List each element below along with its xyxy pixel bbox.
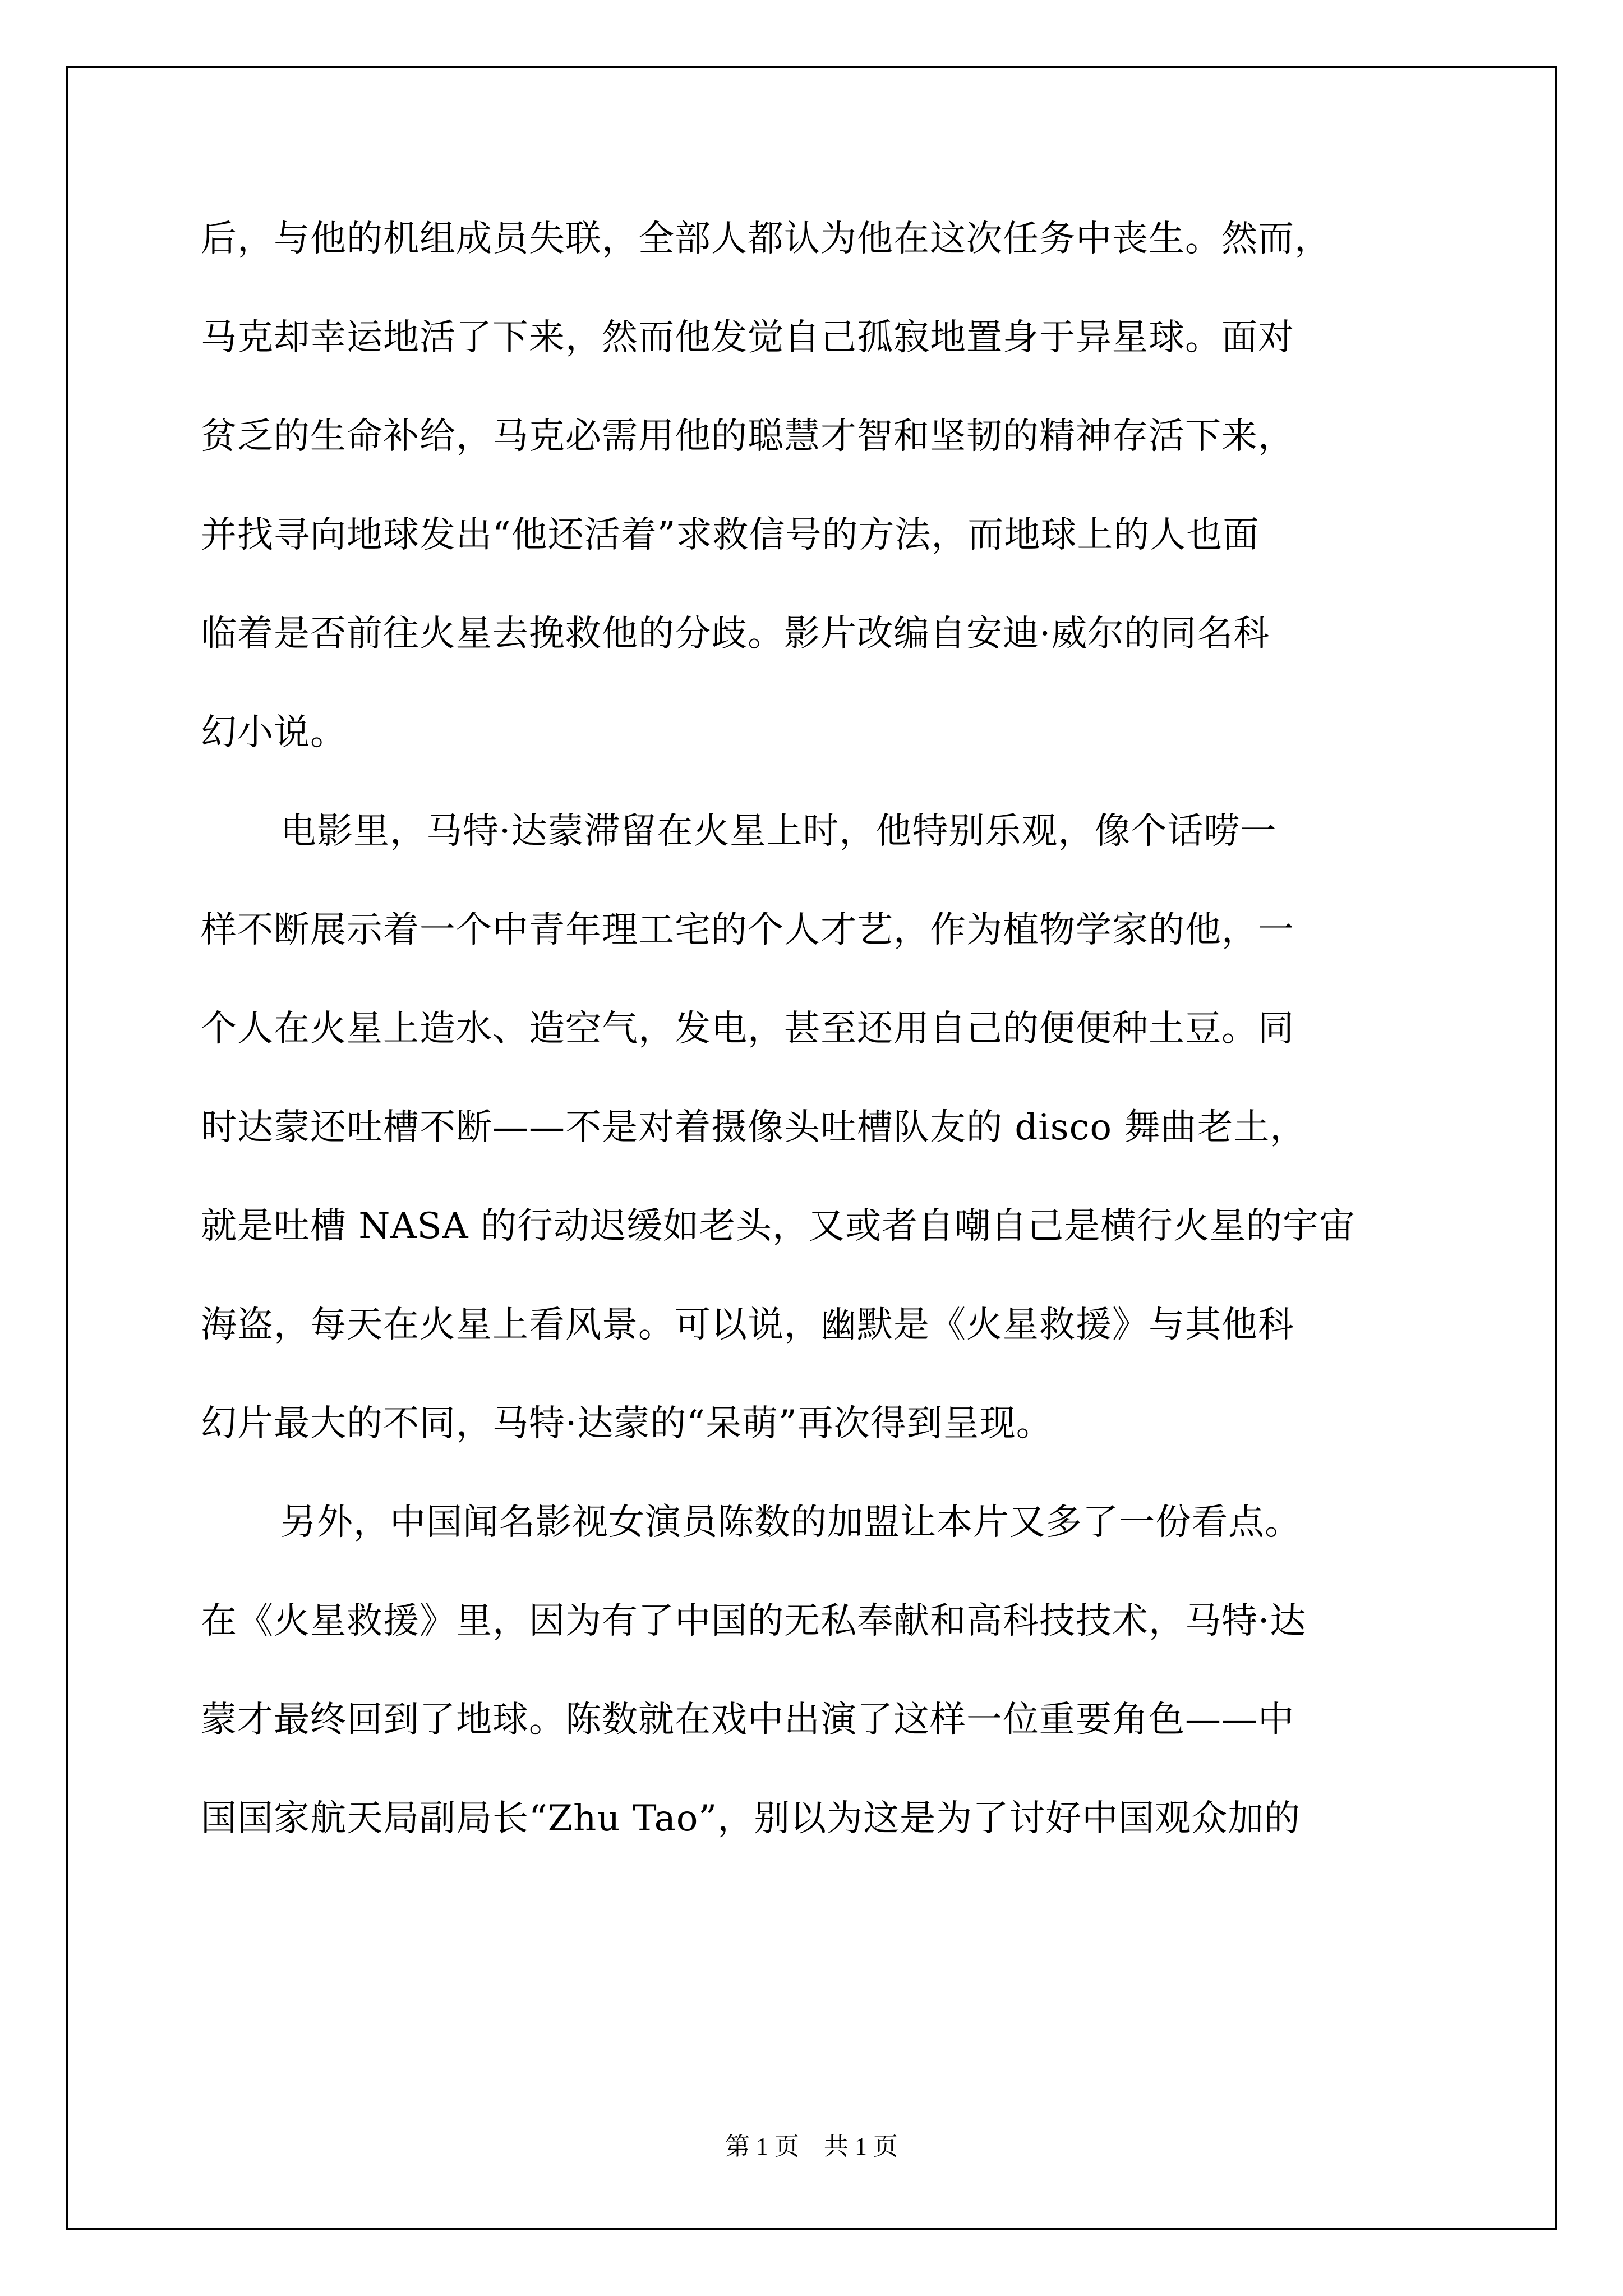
paragraph-first-line: 电影里，马特·达蒙滞留在火星上时，他特别乐观，像个话唠一 bbox=[280, 811, 1277, 852]
paragraph-first-line: 另外，中国闻名影视女演员陈数的加盟让本片又多了一份看点。 bbox=[280, 1502, 1301, 1543]
text-line: 时达蒙还吐槽不断——不是对着摄像头吐槽队友的 disco 舞曲老土， bbox=[201, 1107, 1307, 1148]
text-line: 海盗，每天在火星上看风景。可以说，幽默是《火星救援》与其他科 bbox=[201, 1304, 1294, 1346]
text-line: 并找寻向地球发出“他还活着”求救信号的方法，而地球上的人也面 bbox=[201, 514, 1260, 556]
document-body bbox=[201, 190, 1429, 1868]
text-line: 贫乏的生命补给，马克必需用他的聪慧才智和坚韧的精神存活下来， bbox=[201, 416, 1294, 457]
text-line: 幻小说。 bbox=[201, 712, 347, 753]
text-line: 个人在火星上造水、造空气，发电，甚至还用自己的便便种土豆。同 bbox=[201, 1008, 1294, 1050]
text-line: 蒙才最终回到了地球。陈数就在戏中出演了这样一位重要角色——中 bbox=[201, 1699, 1294, 1741]
text-line: 临着是否前往火星去挽救他的分歧。影片改编自安迪·威尔的同名科 bbox=[201, 613, 1270, 655]
text-line: 在《火星救援》里，因为有了中国的无私奉献和高科技技术，马特·达 bbox=[201, 1600, 1307, 1642]
text-line: 马克却幸运地活了下来，然而他发觉自己孤寂地置身于异星球。面对 bbox=[201, 317, 1294, 358]
text-line: 幻片最大的不同，马特·达蒙的“呆萌”再次得到呈现。 bbox=[201, 1403, 1053, 1444]
page-footer: 第 1 页 共 1 页 bbox=[725, 2133, 898, 2160]
text-line: 国国家航天局副局长“Zhu Tao”，别以为这是为了讨好中国观众加的 bbox=[201, 1798, 1301, 1839]
text-line: 后，与他的机组成员失联，全部人都认为他在这次任务中丧生。然而， bbox=[201, 218, 1331, 260]
text-line: 就是吐槽 NASA 的行动迟缓如老头，又或者自嘲自己是横行火星的宇宙 bbox=[201, 1205, 1355, 1247]
text-line: 样不断展示着一个中青年理工宅的个人才艺，作为植物学家的他，一 bbox=[201, 909, 1294, 951]
